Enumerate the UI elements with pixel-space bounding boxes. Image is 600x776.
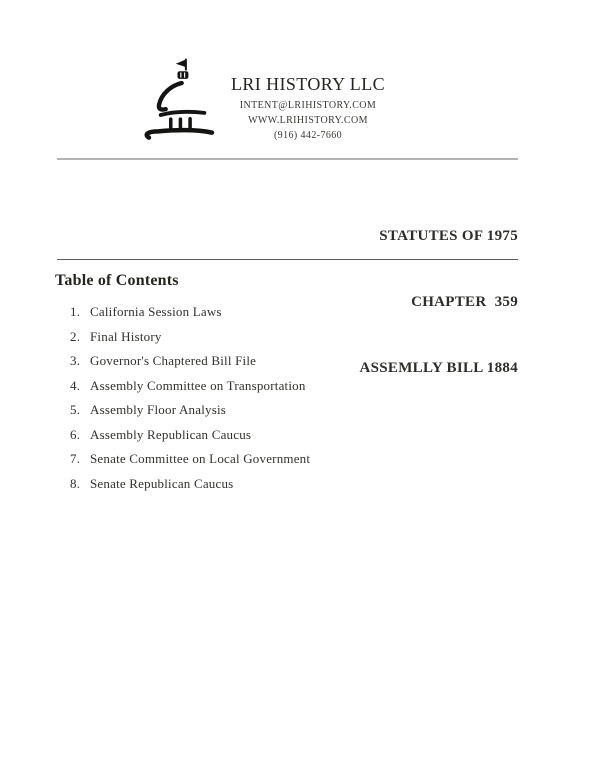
header-divider-rule (57, 158, 518, 160)
toc-item-label: Assembly Floor Analysis (90, 402, 227, 417)
toc-item-number: 4. (70, 377, 81, 393)
toc-item (70, 353, 490, 368)
toc-item (70, 476, 490, 491)
toc-item-number: 2. (70, 328, 81, 344)
company-website: WWW.LRIHISTORY.COM (248, 115, 368, 126)
toc-item-label: Governor's Chaptered Bill File (90, 353, 257, 368)
toc-item-label: Final History (90, 328, 162, 344)
toc-item-label: Senate Committee on Local Government (90, 451, 311, 466)
toc-item (70, 329, 490, 344)
toc-item-number: 5. (70, 402, 81, 417)
toc-title: Table of Contents (55, 272, 179, 289)
chapter-line: CHAPTER 359 (411, 294, 518, 310)
toc-item (70, 304, 490, 319)
toc-item-number: 7. (70, 451, 81, 466)
letterhead-contact-block (214, 73, 402, 143)
company-name: LRI HISTORY LLC (230, 74, 385, 94)
toc-item-label: Senate Republican Caucus (90, 475, 234, 491)
toc-item-number: 6. (70, 426, 81, 442)
capitol-dome-icon (138, 56, 222, 142)
toc-item (70, 451, 490, 466)
toc-item (70, 427, 490, 442)
toc-item-label: Assembly Republican Caucus (90, 426, 252, 442)
toc-item-label: Assembly Committee on Transportation (90, 377, 306, 393)
toc-list (70, 304, 490, 500)
bill-divider-rule (57, 259, 518, 260)
assembly-bill-line: ASSEMLLY BILL 1884 (359, 360, 518, 376)
toc-item-label: California Session Laws (90, 304, 222, 319)
company-phone: (916) 442-7660 (273, 130, 343, 141)
toc-item-number: 8. (70, 475, 81, 491)
toc-item-number: 3. (70, 353, 81, 368)
toc-item (70, 402, 490, 417)
toc-item-number: 1. (70, 304, 81, 319)
toc-item (70, 378, 490, 393)
company-email: INTENT@LRIHISTORY.COM (239, 100, 377, 111)
company-logo (138, 56, 222, 142)
statutes-line: STATUTES OF 1975 (379, 228, 518, 244)
